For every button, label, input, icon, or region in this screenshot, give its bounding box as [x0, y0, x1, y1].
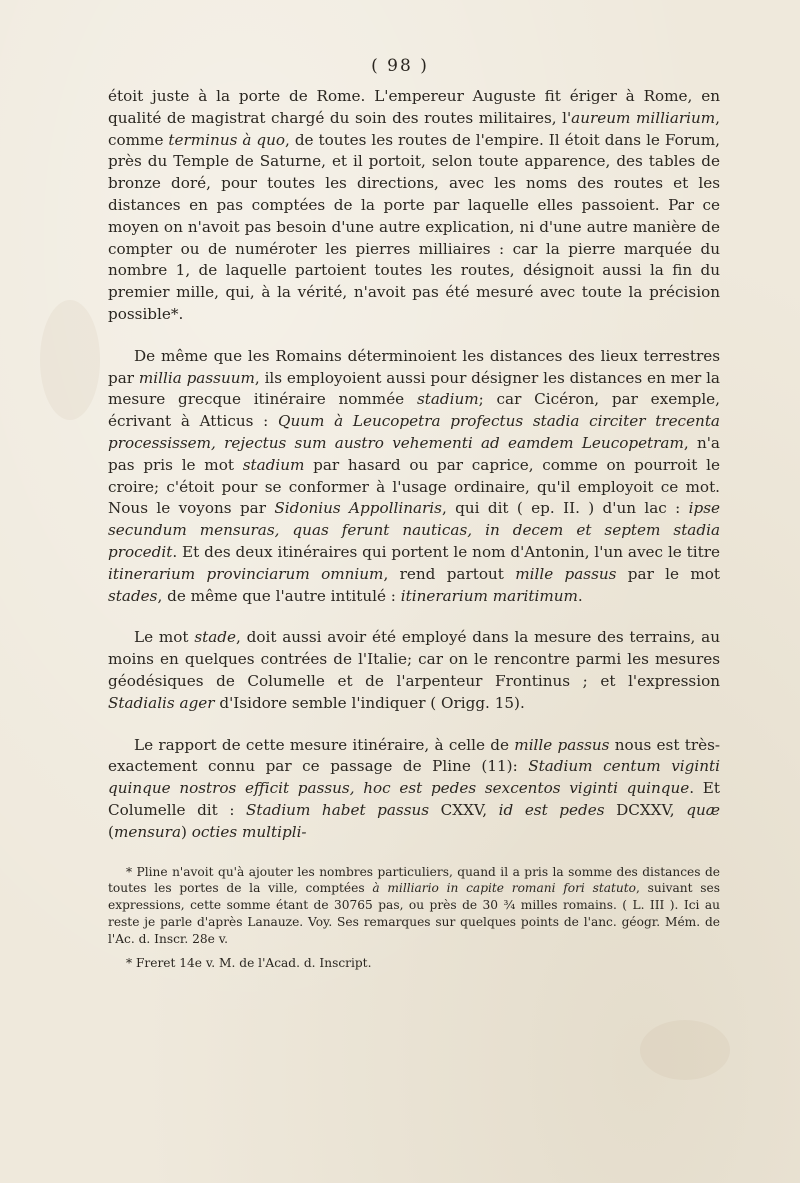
- paragraph: [108, 627, 720, 714]
- paragraph: [108, 346, 720, 608]
- text-run: DCXXV,: [604, 800, 687, 819]
- paragraph: [108, 86, 720, 326]
- italic-text-run: terminus à quo: [168, 130, 286, 149]
- text-run: De même que les Romains déterminoient les distances des lieux terrestres par: [108, 346, 720, 387]
- italic-text-run: aureum milliarium: [571, 108, 716, 127]
- italic-text-run: Stadialis ager: [108, 693, 215, 712]
- paper-stain: [640, 1020, 730, 1080]
- italic-text-run: ipse secundum mensuras, quas ferunt nauticas, in decem et septem stadia procedit: [108, 499, 720, 561]
- text-run: étoit juste à la porte de Rome. L'empereur Auguste fit ériger à Rome, en qualité de magistrat chargé du soin des routes militaires, l': [108, 87, 720, 127]
- italic-text-run: itinerarium provinciarum omnium: [108, 564, 384, 583]
- italic-text-run: Stadium centum viginti quinque nostros efficit passus, hoc est pedes sexcentos viginti quinque: [108, 757, 720, 798]
- italic-text-run: id est pedes: [498, 800, 605, 819]
- italic-text-run: mille passus: [514, 735, 610, 754]
- paragraphs: [108, 86, 720, 844]
- italic-text-run: à milliario in capite romani fori statuto: [372, 881, 636, 896]
- text-run: .: [577, 586, 583, 605]
- page-number: ( 98 ): [371, 56, 429, 76]
- text-run: nous est très-exactement connu par ce passage de Pline (11):: [108, 735, 720, 776]
- footnote: [108, 864, 720, 948]
- italic-text-run: itinerarium maritimum: [400, 586, 578, 605]
- text-run: Le rapport de cette mesure itinéraire, à celle de: [134, 735, 515, 754]
- text-run: , doit aussi avoir été employé dans la mesure des terrains, au moins en quelques contrées de l'Italie; car on le rencontre parmi les mesures géodésiques de Columelle et de l'arpenteur Frontinus ; et l'expression: [108, 628, 720, 690]
- italic-text-run: Quum à Leucopetra profectus stadia circiter trecenta processissem, rejectus sum austro vehementi ad eamdem Leucopetram: [108, 412, 720, 452]
- text-run: * Freret 14e v. M. de l'Acad. d. Inscript.: [126, 956, 372, 971]
- italic-text-run: octies multipli-: [191, 822, 307, 841]
- text-run: ): [181, 822, 192, 841]
- italic-text-run: Stadium habet passus: [246, 800, 430, 819]
- text-run: CXXV,: [429, 800, 499, 819]
- paragraph: [108, 735, 720, 844]
- italic-text-run: mille passus: [515, 564, 617, 583]
- text-run: Le mot: [134, 628, 195, 647]
- italic-text-run: mensura: [113, 822, 181, 841]
- italic-text-run: quæ: [686, 800, 720, 819]
- main-text: [108, 86, 720, 980]
- text-run: par hasard ou par caprice, comme on pourroit le croire; c'étoit pour se conformer à l'usage ordinaire, qu'il employoit ce mot. Nous le voyons par: [108, 455, 720, 518]
- text-run: . Et des deux itinéraires qui portent le nom d'Antonin, l'un avec le titre: [172, 542, 720, 561]
- paper-stain: [40, 300, 100, 420]
- italic-text-run: Sidonius Appollinaris: [274, 499, 442, 518]
- text-run: par le mot: [616, 564, 721, 583]
- text-run: , suivant ses expressions, cette somme étant de 30765 pas, ou près de 30 ¾ milles romains. ( L. III ). Ici au reste je parle d'après Lanauze. Voy. Ses remarques sur quelques points de l'anc. géogr. Mém. de l'Ac. d. Inscr. 28e v.: [108, 881, 720, 946]
- text-run: * Pline n'avoit qu'à ajouter les nombres particuliers, quand il a pris la somme des distances de toutes les portes de la ville, comptées: [108, 864, 720, 896]
- text-run: , de toutes les routes de l'empire. Il étoit dans le Forum, près du Temple de Saturne, et il portoit, selon toute apparence, des tables de bronze doré, pour toutes les directions, avec les noms des routes et les distances en pas comptées de la porte par laquelle elles passoient. Par ce moyen on n'avoit pas besoin d'une autre explication, ni d'une autre manière de compter ou de numéroter les pierres milliaires : car la pierre marquée du nombre 1, de laquelle partoient toutes les routes, désignoit aussi la fin du premier mille, qui, à la vérité, n'avoit pas été mesuré avec toute la précision possible*.: [108, 130, 720, 323]
- text-run: (: [108, 822, 114, 841]
- text-run: , de même que l'autre intitulé :: [157, 586, 401, 605]
- text-run: , ils employoient aussi pour désigner les distances en mer la mesure grecque itinéraire nommée: [108, 368, 720, 409]
- text-run: . Et Columelle dit :: [108, 779, 720, 819]
- italic-text-run: stadium: [416, 390, 479, 409]
- italic-text-run: stades: [108, 586, 158, 605]
- footnotes: [108, 864, 720, 973]
- text-run: , qui dit ( ep. II. ) d'un lac :: [441, 499, 689, 518]
- text-run: , comme: [108, 108, 720, 149]
- text-run: ; car Cicéron, par exemple, écrivant à Atticus :: [108, 390, 720, 431]
- text-run: , rend partout: [383, 564, 516, 583]
- text-run: d'Isidore semble l'indiquer ( Origg. 15).: [214, 693, 525, 712]
- italic-text-run: stadium: [242, 455, 305, 474]
- italic-text-run: stade: [194, 628, 236, 647]
- text-run: , n'a pas pris le mot: [108, 433, 720, 474]
- footnote: [108, 955, 720, 972]
- italic-text-run: millia passuum: [138, 368, 255, 387]
